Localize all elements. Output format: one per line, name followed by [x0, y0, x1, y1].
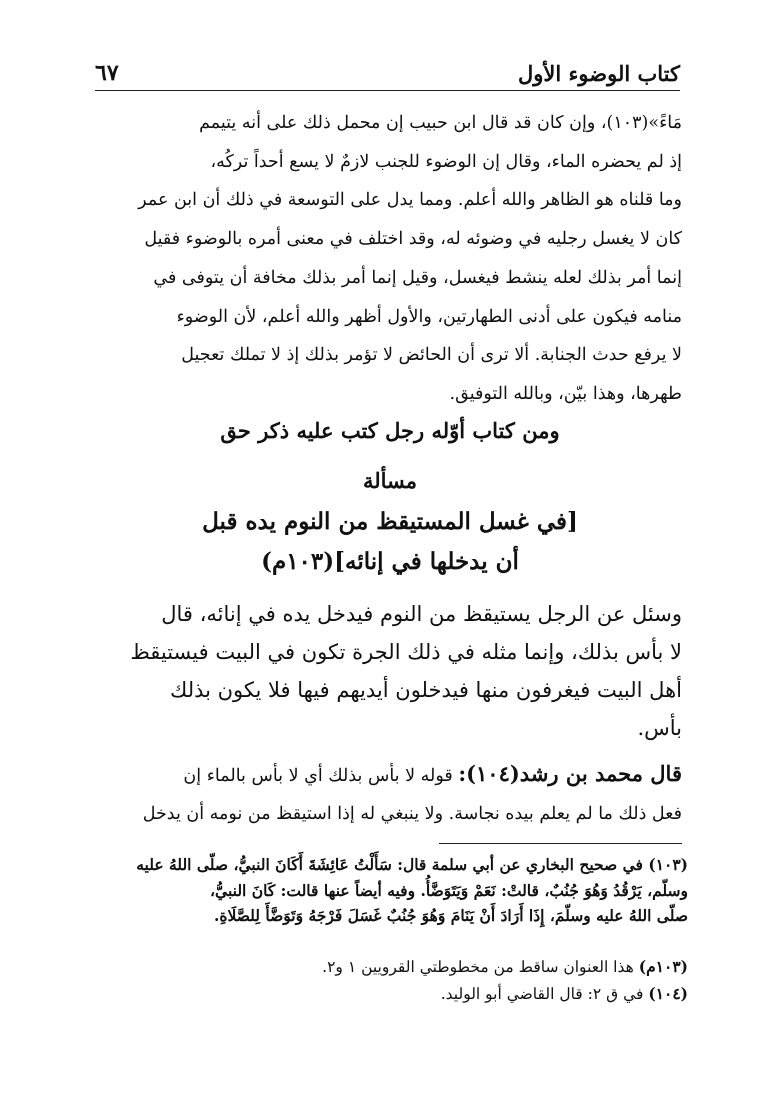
footnote-103m — [98, 954, 688, 980]
question-paragraph — [98, 595, 682, 747]
text-line: أهل البيت فيغرفون منها فيدخلون أيديهم فيها فلا يكون بذلك — [170, 678, 682, 702]
footnote-104 — [98, 981, 688, 1007]
footnote-line — [98, 852, 688, 878]
text-line: إذ لم يحضره الماء، وقال إن الوضوء للجنب لازمٌ لا يسع أحداً تركُه، — [210, 151, 682, 172]
commentary-paragraph — [98, 755, 682, 833]
footnote-separator — [439, 843, 682, 844]
text-line: وما قلناه هو الظاهر والله أعلم. ومما يدل على التوسعة في ذلك أن ابن عمر — [138, 190, 682, 211]
paragraph-continuation — [98, 104, 682, 414]
commentary-lead: قال محمد بن رشد(١٠٤): — [458, 761, 682, 786]
footnote-line: وسلّم، يَرْقُدُ وَهُوَ جُنُبٌ، قالتْ: نَعَمْ وَيَتَوَضَّأُ. وفيه أيضاً عنها قالت: كَانَ النبيُّ، — [210, 881, 688, 900]
text-line: طهرها، وهذا بيّن، وبالله التوفيق. — [449, 383, 682, 404]
footnote-text: في صحيح البخاري عن أبي سلمة قال: سَأَلْتُ عَائِشَةَ أَكَانَ النبيُّ، صلّى اللهُ عليه — [136, 855, 649, 874]
text-line: منامه فيكون على أدنى الطهارتين، والأول أظهر والله أعلم، لأن الوضوء — [176, 306, 682, 327]
footnote-line — [98, 981, 688, 1007]
commentary-line1-text: قوله لا بأس بذلك أي لا بأس بالماء إن — [183, 766, 459, 786]
footnote-text: في ق ٢: قال القاضي أبو الوليد. — [440, 985, 649, 1003]
subject-heading-line2: أن يدخلها في إنائه](١٠٣م) — [261, 548, 519, 575]
masala-heading: مسألة — [362, 468, 418, 493]
text-line: لا يرفع حدث الجنابة. ألا ترى أن الحائض لا تؤمر بذلك إذ لا تملك تعجيل — [181, 345, 682, 366]
text-line: فعل ذلك ما لم يعلم بيده نجاسة. ولا ينبغي له إذا استيقظ من نومه أن يدخل — [142, 804, 682, 824]
subject-heading-line1: [في غسل المستيقظ من النوم يده قبل — [202, 508, 578, 535]
text-line — [98, 755, 682, 795]
footnote-line — [98, 954, 688, 980]
book-section-heading: ومن كتاب أوّله رجل كتب عليه ذكر حق — [220, 418, 560, 443]
text-line: كان لا يغسل رجليه في وضوئه له، وقد اختلف في معنى أمره بالوضوء فقيل — [144, 229, 682, 250]
footnote-103 — [98, 852, 688, 928]
text-line: إنما أمر بذلك لعله ينشط فيغسل، وقيل إنما أمر بذلك مخافة أن يتوفى في — [153, 267, 682, 288]
footnote-marker: (١٠٣) — [648, 855, 688, 874]
footnote-marker: (١٠٣م) — [638, 957, 688, 976]
running-title: كتاب الوضوء الأول — [518, 61, 680, 86]
text-line: لا بأس بذلك، وإنما مثله في ذلك الجرة تكون في البيت فيستيقظ — [130, 640, 682, 664]
footnote-marker: (١٠٤) — [648, 984, 688, 1003]
text-line: بأس. — [637, 716, 682, 740]
page-header — [95, 56, 680, 91]
text-line: وسئل عن الرجل يستيقظ من النوم فيدخل يده في إنائه، قال — [161, 602, 682, 626]
footnote-line: صلّى اللهُ عليه وسلّمَ، إِذَا أَرَادَ أَنْ يَنَامَ وَهُوَ جُنُبٌ غَسَلَ فَرْجَهُ وَتَوَضَّأَ لِلصَّلَاةِ. — [213, 906, 688, 925]
text-line: مَاءً»(١٠٣)، وإن كان قد قال ابن حبيب إن محمل ذلك على أنه يتيمم — [199, 113, 682, 133]
page-number: ٦٧ — [95, 60, 119, 86]
footnote-text: هذا العنوان ساقط من مخطوطتي القرويين ١ و٢. — [322, 958, 639, 976]
